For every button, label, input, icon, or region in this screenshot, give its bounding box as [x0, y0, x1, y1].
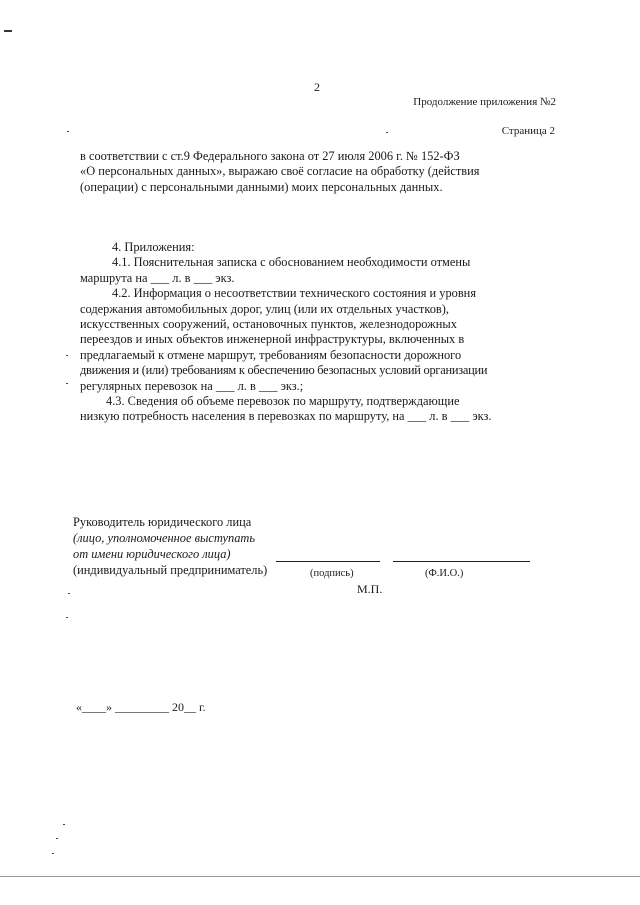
signatory-note: от имени юридического лица) [73, 547, 231, 561]
page-number: 2 [314, 80, 320, 94]
appendix-item-2-cont: искусственных сооружений, остановочных пунктов, железнодорожных [80, 317, 457, 332]
continuation-label: Продолжение приложения №2 [413, 96, 556, 108]
scan-edge [0, 876, 640, 877]
scan-speck [56, 838, 58, 839]
appendix-item-3: 4.3. Сведения об объеме перевозок по маршруту, подтверждающие [106, 394, 460, 409]
appendix-item-3-cont: низкую потребность населения в перевозках по маршруту, на ___ л. в ___ экз. [80, 409, 492, 424]
signature-caption: (подпись) [310, 568, 354, 579]
appendix-item-2-cont: переездов и иных объектов инженерной инфраструктуры, включенных в [80, 332, 465, 347]
name-caption: (Ф.И.О.) [425, 568, 464, 579]
appendix-item-2-cont: содержания автомобильных дорог, улиц (или их отдельных участков), [80, 301, 449, 316]
scan-speck [63, 824, 65, 825]
signatory-note: (лицо, уполномоченное выступать [73, 531, 255, 545]
scan-speck [66, 383, 68, 384]
appendix-item-1-cont: маршрута на ___ л. в ___ экз. [80, 270, 235, 285]
appendix-item-2-cont: движения и (или) требованиям к обеспечению безопасных условий организации [80, 363, 488, 378]
appendices-title: 4. Приложения: [112, 240, 195, 254]
scan-speck [386, 132, 388, 133]
appendix-item-2-cont: предлагаемый к отмене маршрут, требованиям безопасности дорожного [80, 347, 462, 362]
name-line [393, 561, 530, 562]
scan-mark [4, 30, 12, 32]
stamp-label: М.П. [357, 582, 383, 596]
consent-line: в соответствии с ст.9 Федерального закона от 27 июля 2006 г. № 152-ФЗ [80, 149, 460, 163]
appendix-item-2-cont: регулярных перевозок на ___ л. в ___ экз.; [80, 378, 304, 393]
page-label: Страница 2 [501, 125, 555, 137]
scan-speck [67, 131, 69, 132]
scan-speck [68, 593, 70, 594]
signatory-title: Руководитель юридического лица [73, 515, 252, 529]
scan-speck [66, 355, 68, 356]
signatory-entrepreneur: (индивидуальный предприниматель) [73, 563, 268, 577]
consent-line: «О персональных данных», выражаю своё согласие на обработку (действия [80, 164, 480, 179]
appendix-item-2: 4.2. Информация о несоответствии технического состояния и уровня [112, 286, 477, 301]
consent-paragraph [80, 149, 552, 195]
scan-speck [52, 853, 54, 854]
scan-speck [66, 617, 68, 618]
appendix-item-1: 4.1. Пояснительная записка с обоснованием необходимости отмены [112, 255, 471, 270]
consent-line: (операции) с персональными данными) моих персональных данных. [80, 179, 443, 194]
appendices-section [80, 240, 552, 425]
date-line: «____» _________ 20__ г. [76, 700, 206, 714]
signature-block [73, 514, 267, 578]
signature-line [276, 561, 380, 562]
